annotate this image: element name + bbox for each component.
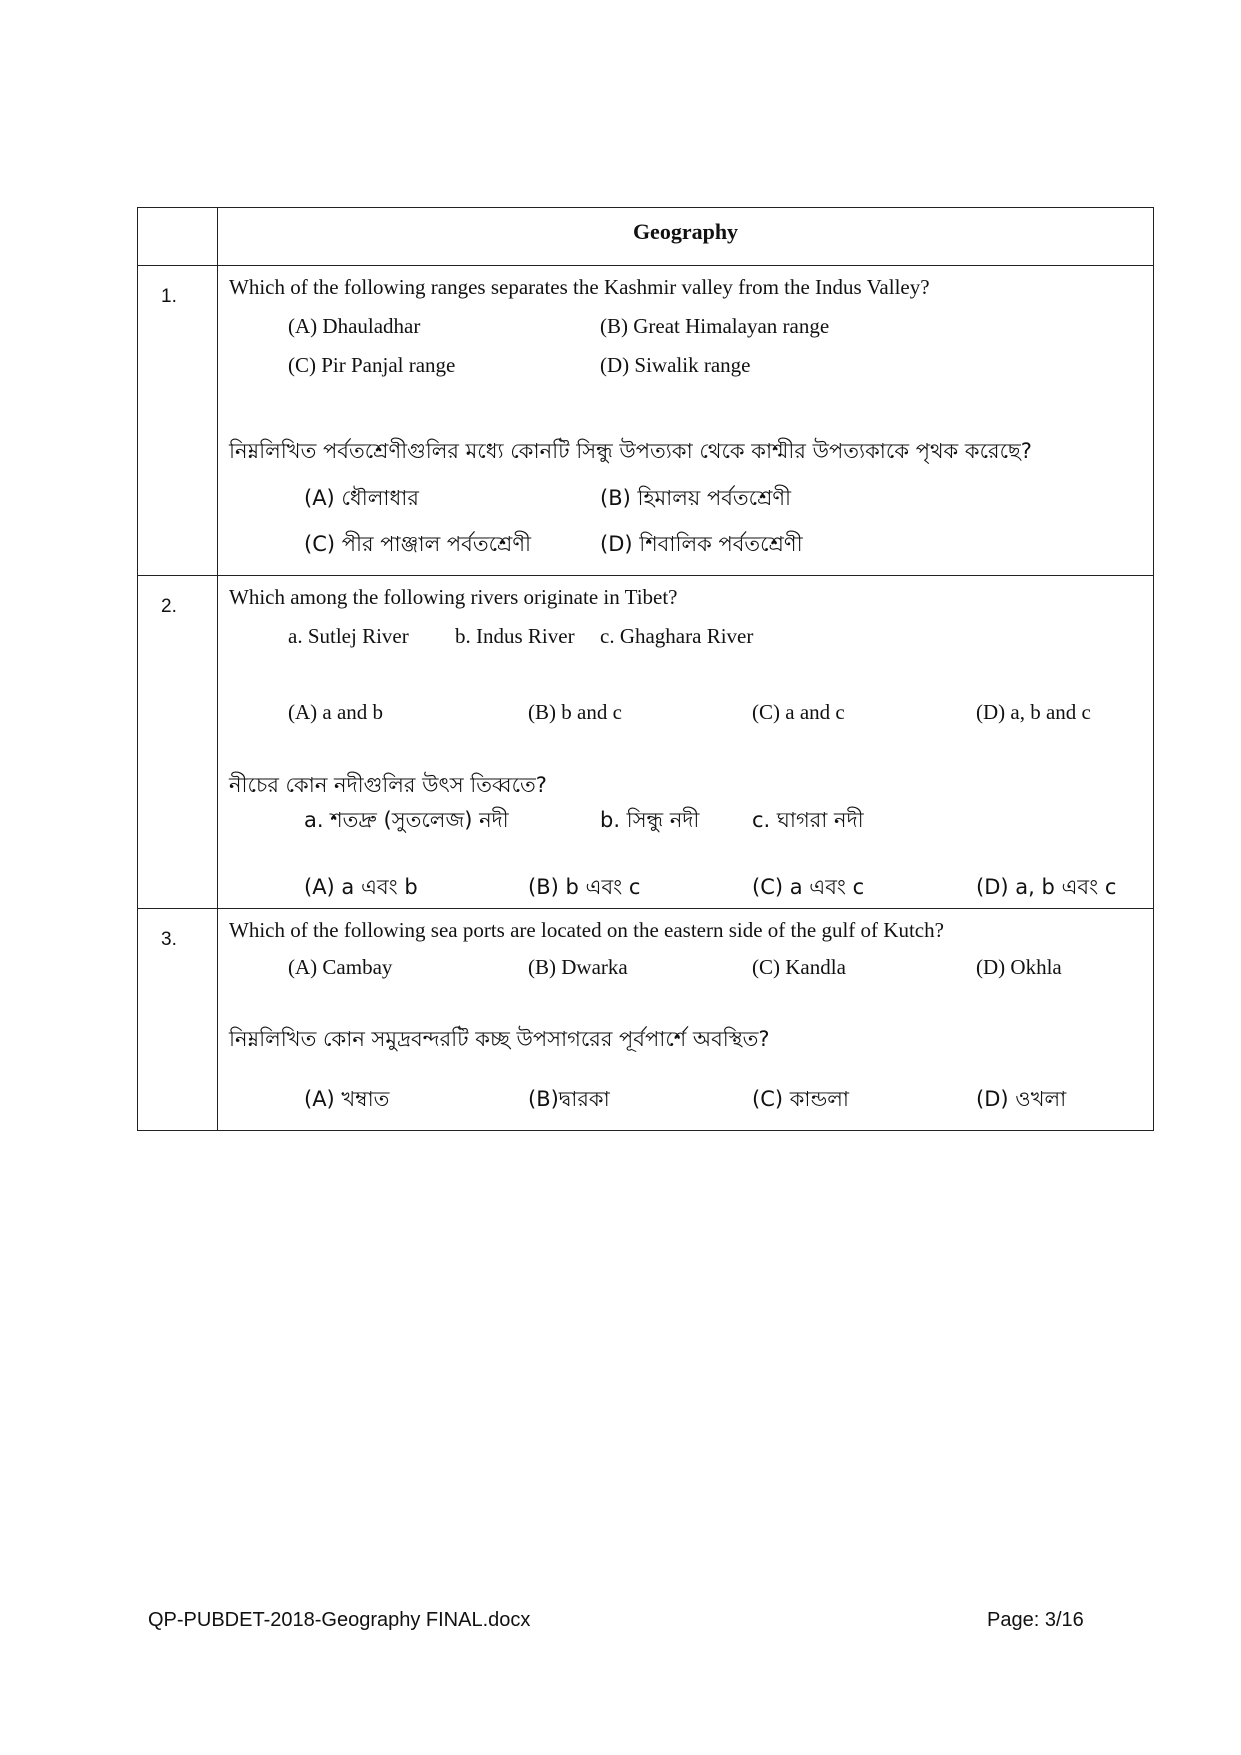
question-text-bn: নীচের কোন নদীগুলির উৎস তিব্বতে? — [229, 773, 547, 797]
question-number-cell — [138, 576, 218, 909]
question-text-bn: নিম্নলিখিত কোন সমুদ্রবন্দরটি কচ্ছ উপসাগরের পূর্বপার্শে অবস্থিত? — [229, 1027, 770, 1051]
option-en: (A) Cambay — [288, 955, 393, 979]
number-header-cell — [138, 208, 218, 266]
question-content-cell — [218, 909, 1154, 1131]
table-header-row — [138, 208, 1154, 266]
option-bn: (A) a এবং b — [304, 875, 418, 899]
question-text-en: Which of the following ranges separates the Kashmir valley from the Indus Valley? — [229, 275, 930, 299]
option-en: (D) Siwalik range — [600, 353, 751, 377]
option-bn: (C) পীর পাঞ্জাল পর্বতশ্রেণী — [304, 532, 532, 556]
section-title-cell — [218, 208, 1154, 266]
question-row — [138, 576, 1154, 909]
question-text-en: Which among the following rivers originate in Tibet? — [229, 585, 678, 609]
item-bn: c. ঘাগরা নদী — [752, 808, 864, 832]
option-bn: (C) কান্ডলা — [752, 1087, 850, 1111]
option-en: (D) a, b and c — [976, 700, 1091, 724]
option-bn: (A) খম্বাত — [304, 1087, 390, 1111]
footer-page-number: Page: 3/16 — [987, 1609, 1084, 1631]
option-en: (A) Dhauladhar — [288, 314, 421, 338]
option-bn: (B)দ্বারকা — [528, 1087, 610, 1111]
option-bn: (C) a এবং c — [752, 875, 865, 899]
question-content-cell — [218, 576, 1154, 909]
question-text-en: Which of the following sea ports are located on the eastern side of the gulf of Kutch? — [229, 918, 944, 942]
item-en: a. Sutlej River — [288, 624, 409, 648]
question-content-cell — [218, 266, 1154, 576]
item-bn: b. সিন্ধু নদী — [600, 808, 700, 832]
section-title: Geography — [632, 219, 739, 244]
question-row — [138, 909, 1154, 1131]
option-en: (C) a and c — [752, 700, 845, 724]
item-bn: a. শতদ্রু (সুতলেজ) নদী — [304, 808, 509, 832]
option-en: (C) Pir Panjal range — [288, 353, 456, 377]
option-bn: (D) ওখলা — [976, 1087, 1067, 1111]
option-bn: (B) b এবং c — [528, 875, 641, 899]
option-bn: (D) শিবালিক পর্বতশ্রেণী — [600, 532, 803, 556]
footer-filename: QP-PUBDET-2018-Geography FINAL.docx — [148, 1609, 531, 1631]
question-number: 2. — [161, 596, 177, 617]
option-bn: (D) a, b এবং c — [976, 875, 1117, 899]
question-table — [137, 207, 1154, 1131]
option-en: (B) b and c — [528, 700, 622, 724]
option-en: (C) Kandla — [752, 955, 846, 979]
question-number: 3. — [161, 929, 177, 950]
option-en: (B) Dwarka — [528, 955, 628, 979]
question-number-cell — [138, 909, 218, 1131]
question-number: 1. — [161, 286, 177, 307]
item-en: c. Ghaghara River — [600, 624, 754, 648]
question-text-bn: নিম্নলিখিত পর্বতশ্রেণীগুলির মধ্যে কোনটি সিন্ধু উপত্যকা থেকে কাশ্মীর উপত্যকাকে পৃথক করেছে? — [229, 439, 1032, 463]
option-en: (B) Great Himalayan range — [600, 314, 830, 338]
question-number-cell — [138, 266, 218, 576]
option-bn: (B) হিমালয় পর্বতশ্রেণী — [600, 486, 792, 510]
option-en: (A) a and b — [288, 700, 384, 724]
question-row — [138, 266, 1154, 576]
option-bn: (A) ধৌলাধার — [304, 486, 419, 510]
option-en: (D) Okhla — [976, 955, 1062, 979]
item-en: b. Indus River — [455, 624, 575, 648]
